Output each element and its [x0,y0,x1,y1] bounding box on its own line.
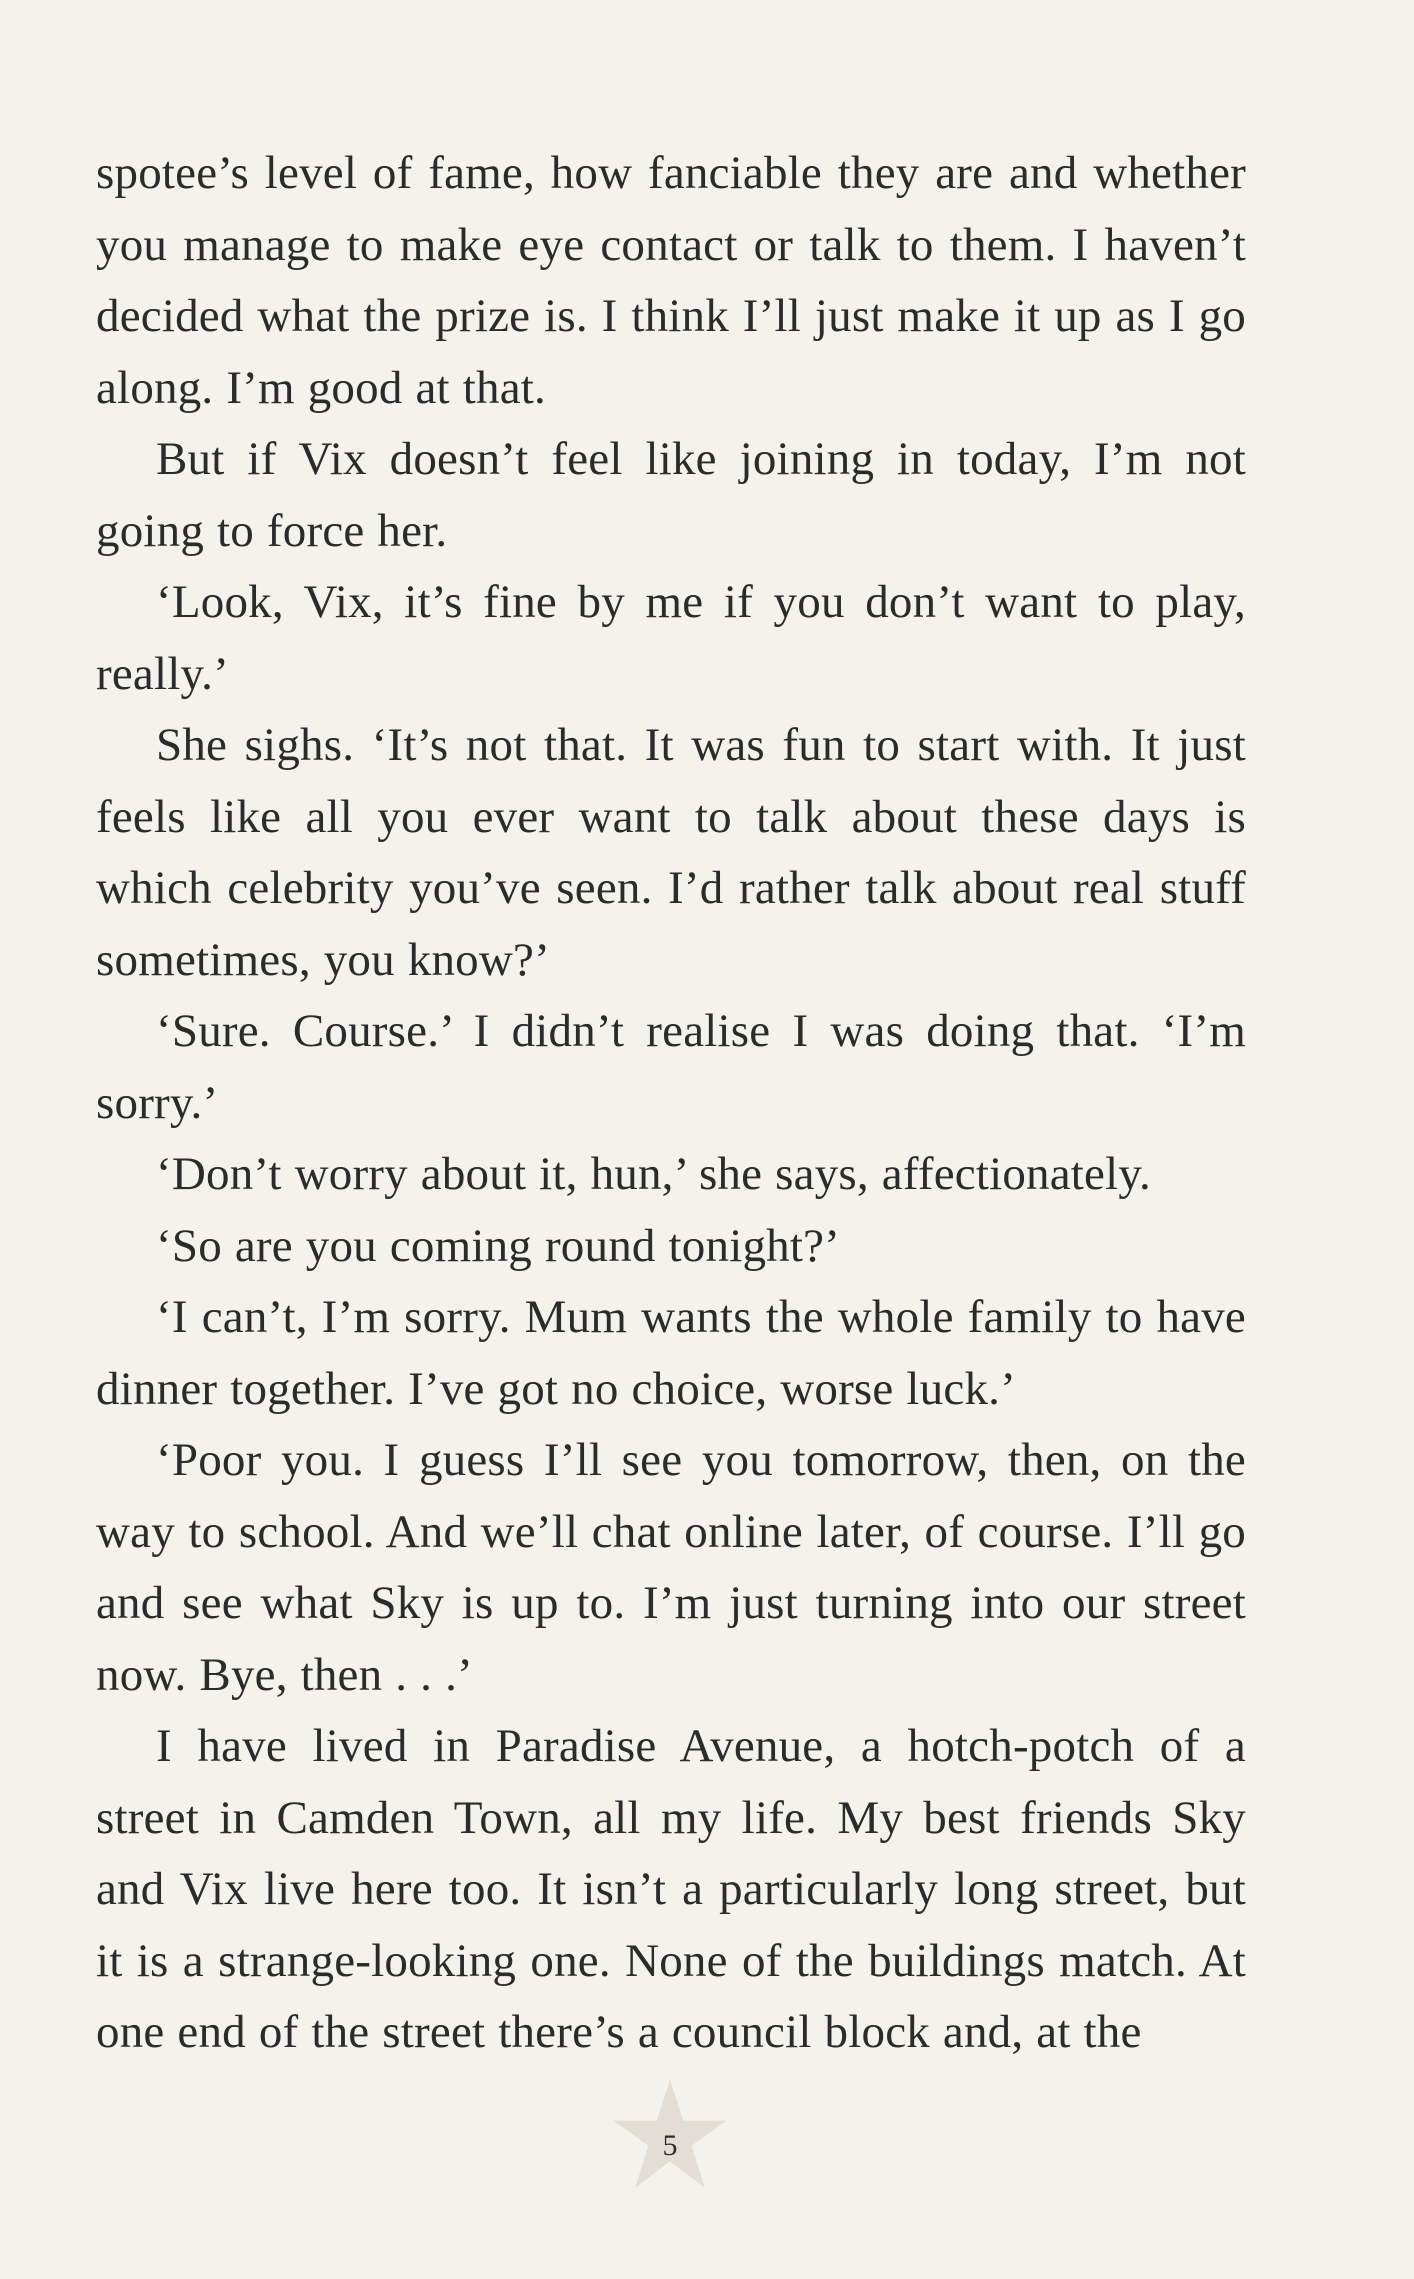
paragraph: ‘Sure. Course.’ I didn’t realise I was doing that. ‘I’m sorry.’ [96,1005,1246,1129]
paragraph: ‘Poor you. I guess I’ll see you tomorrow, then, on the way to school. And we’ll chat online later, of course. I’ll go and see what Sky is up to. I’m just turning into our street now. Bye, then . . .’ [96,1434,1246,1701]
paragraph: ‘Look, Vix, it’s fine by me if you don’t want to play, really.’ [96,576,1246,700]
body-text [96,138,1246,2069]
paragraph: I have lived in Paradise Avenue, a hotch-potch of a street in Camden Town, all my life. My best friends Sky and Vix live here too. It isn’t a particularly long street, but it is a strange-looking one. None of the buildings match. At one end of the street there’s a council block and, at the [96,1720,1246,2058]
paragraph: ‘Don’t worry about it, hun,’ she says, affectionately. [156,1148,1151,1200]
paragraph: ‘So are you coming round tonight?’ [156,1219,841,1272]
paragraph: ‘I can’t, I’m sorry. Mum wants the whole family to have dinner together. I’ve got no choice, worse luck.’ [96,1291,1246,1415]
paragraph: spotee’s level of fame, how fanciable they are and whether you manage to make eye contact or talk to them. I haven’t decided what the prize is. I think I’ll just make it up as I go along. I’m good at that. [96,147,1246,414]
paragraph: But if Vix doesn’t feel like joining in today, I’m not going to force her. [96,433,1246,557]
page-number: 5 [662,2129,678,2162]
paragraph: She sighs. ‘It’s not that. It was fun to start with. It just feels like all you ever want to talk about these days is which celebrity you’ve seen. I’d rather talk about real stuff sometimes, you know?’ [96,719,1246,986]
